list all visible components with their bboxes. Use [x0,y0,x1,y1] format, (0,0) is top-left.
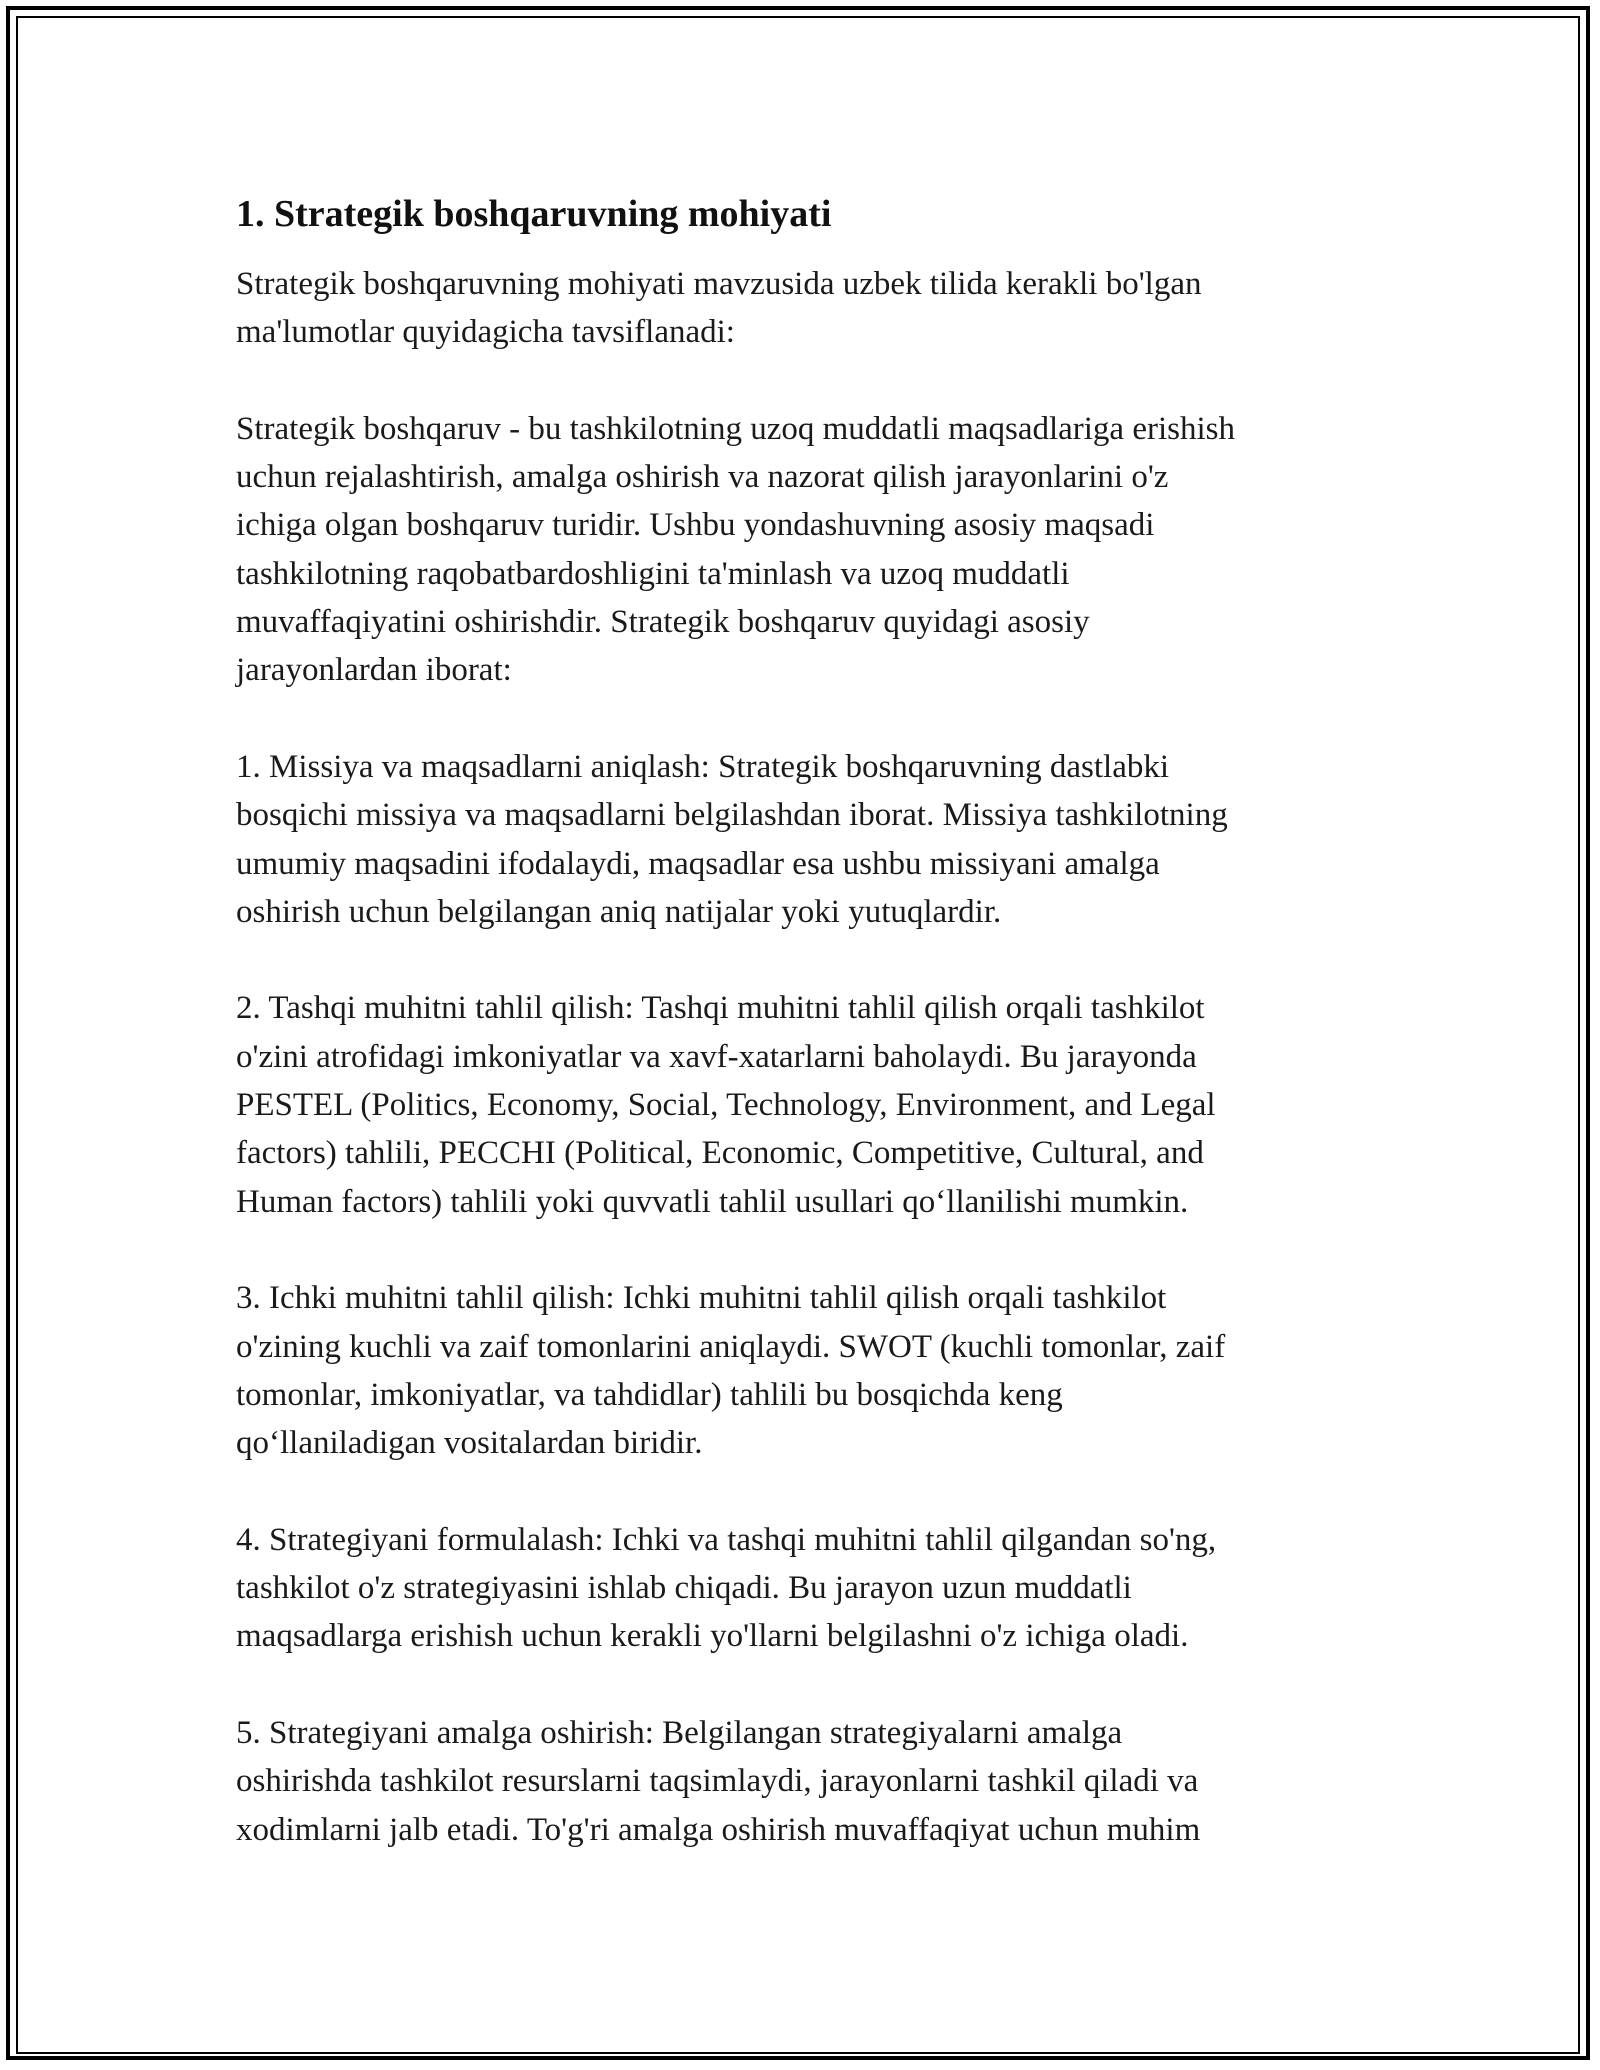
paragraph-step-5: 5. Strategiyani amalga oshirish: Belgilangan strategiyalarni amalga oshirishda tashkilot resurslarni taqsimlaydi, jarayonlarni tashkil qiladi va xodimlarni jalb etadi. To'g'ri amalga oshirish muvaffaqiyat uchun muhim [236,1714,1201,1848]
paragraph-step-2: 2. Tashqi muhitni tahlil qilish: Tashqi muhitni tahlil qilish orqali tashkilot o'zini atrofidagi imkoniyatlar va xavf-xatarlarni baholaydi. Bu jarayonda PESTEL (Politics, Economy, Social, Technology, Environment, and Legal factors) tahlili, PECCHI (Political, Economic, Competitive, Cultural, and Human factors) tahlili yoki quvvatli tahlil usullari qo‘llanilishi mumkin. [236,990,1216,1220]
paragraph-step-1: 1. Missiya va maqsadlarni aniqlash: Strategik boshqaruvning dastlabki bosqichi missiya va maqsadlarni belgilashdan iborat. Missiya tashkilotning umumiy maqsadini ifodalaydi, maqsadlar esa ushbu missiyani amalga oshirish uchun belgilangan aniq natijalar yoki yutuqlardir. [236,748,1228,930]
paragraph-step-4: 4. Strategiyani formulalash: Ichki va tashqi muhitni tahlil qilgandan so'ng, tashkilot o'z strategiyasini ishlab chiqadi. Bu jarayon uzun muddatli maqsadlarga erishish uchun kerakli yo'llarni belgilashni o'z ichiga oladi. [236,1521,1217,1655]
paragraph-definition: Strategik boshqaruv - bu tashkilotning uzoq muddatli maqsadlariga erishish uchun rejalashtirish, amalga oshirish va nazorat qilish jarayonlarini o'z ichiga olgan boshqaruv turidir. Ushbu yondashuvning asosiy maqsadi tashkilotning raqobatbardoshligini ta'minlash va uzoq muddatli muvaffaqiyatini oshirishdir. Strategik boshqaruv quyidagi asosiy jarayonlardan iborat: [236,410,1235,689]
document-body [236,186,1376,1854]
paragraph-intro: Strategik boshqaruvning mohiyati mavzusida uzbek tilida kerakli bo'lgan ma'lumotlar quyidagicha tavsiflanadi: [236,266,1202,351]
paragraph-step-3: 3. Ichki muhitni tahlil qilish: Ichki muhitni tahlil qilish orqali tashkilot o'zining kuchli va zaif tomonlarini aniqlaydi. SWOT (kuchli tomonlar, zaif tomonlar, imkoniyatlar, va tahdidlar) tahlili bu bosqichda keng qo‘llaniladigan vositalardan biridir. [236,1280,1226,1462]
section-heading: 1. Strategik boshqaruvning mohiyati [236,193,832,235]
